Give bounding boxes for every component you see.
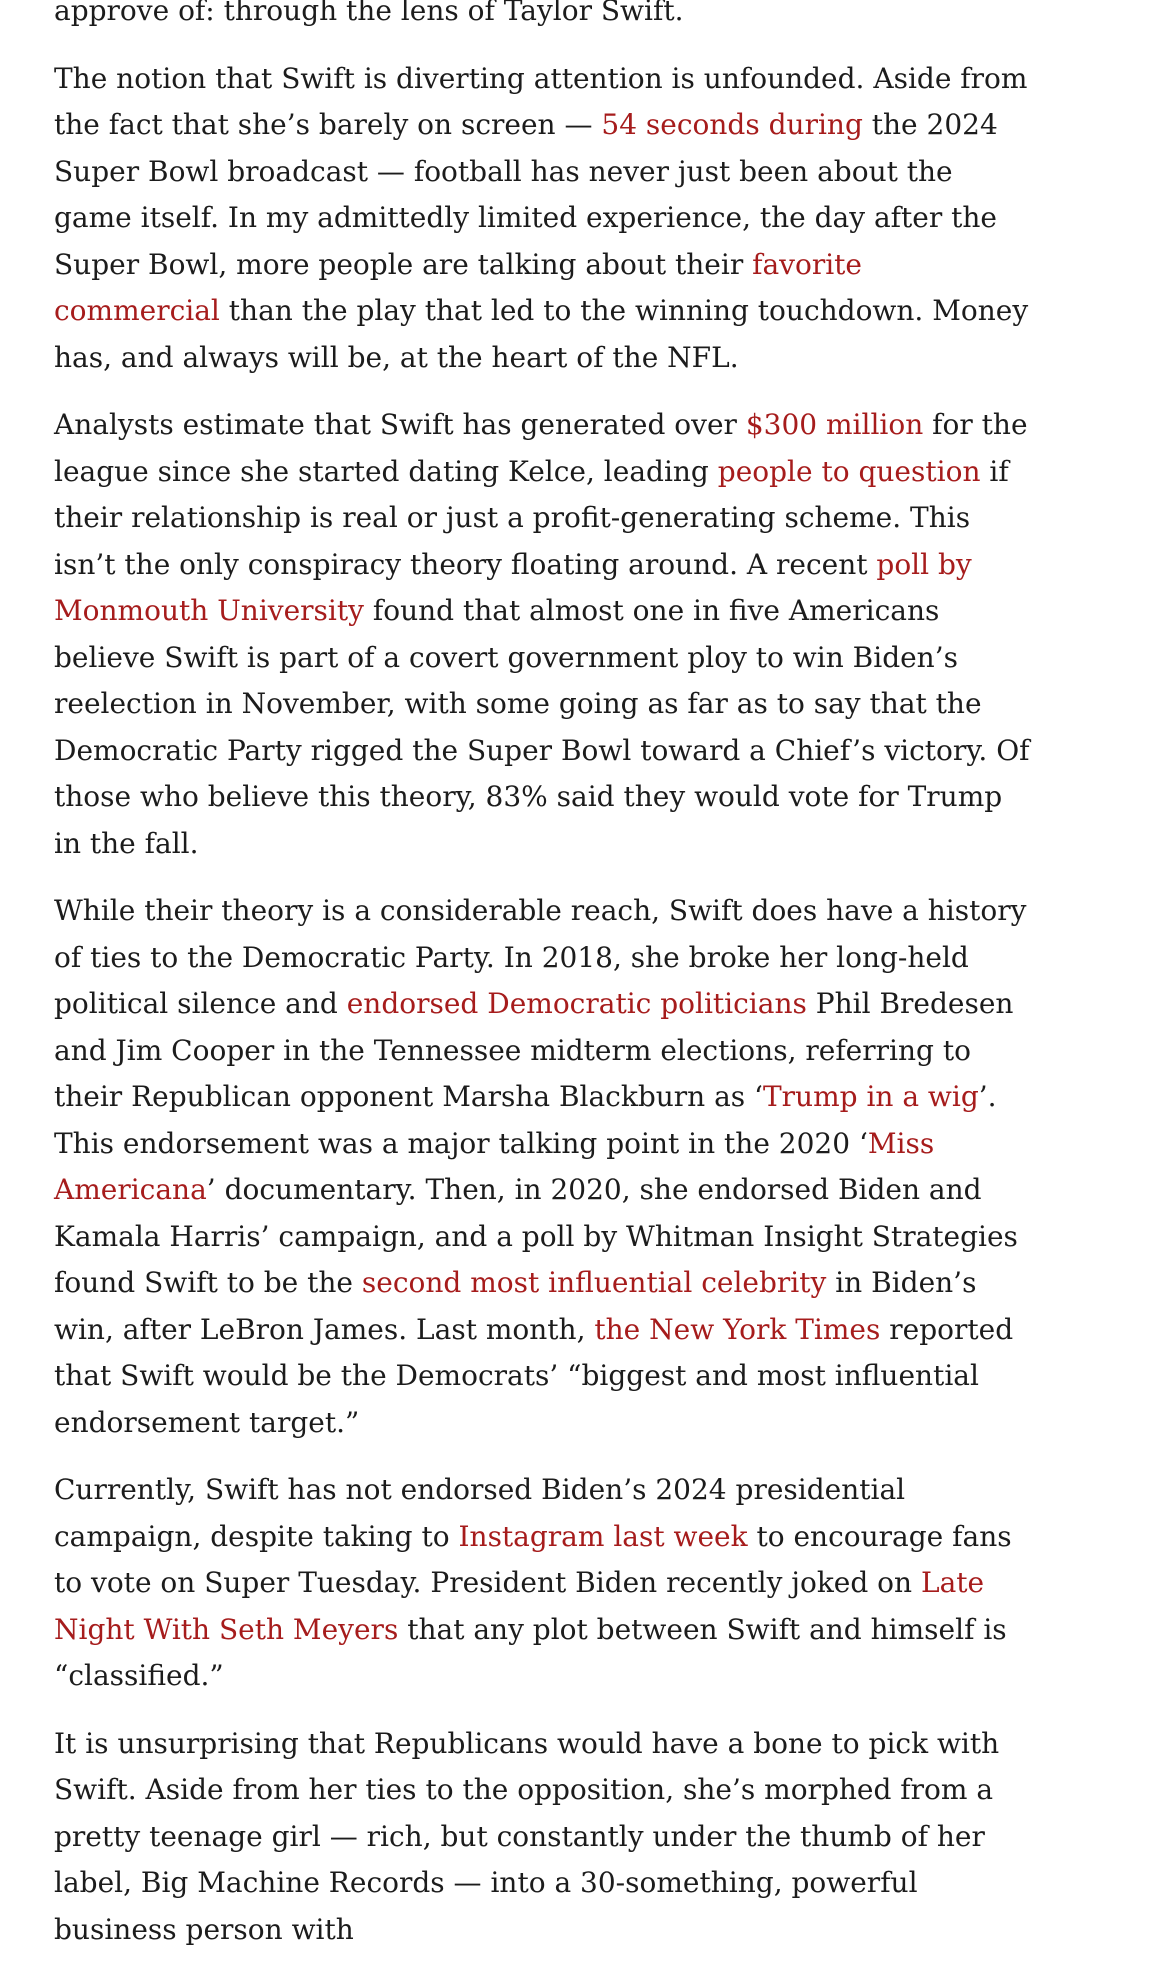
paragraph [54, 888, 1034, 1446]
paragraph [54, 0, 1034, 35]
link-trump-in-a-wig[interactable]: Trump in a wig [762, 1080, 979, 1113]
link-people-to-question[interactable]: people to question [717, 454, 981, 488]
link-instagram-last-week[interactable]: Instagram last week [458, 1519, 748, 1553]
paragraph-text: Currently, Swift has not endorsed Biden’s 2024 presidential campaign, despite taking to [54, 1473, 906, 1553]
link-late-night-seth-meyers[interactable]: Late Night With Seth Meyers [54, 1566, 985, 1646]
link-300-million[interactable]: $300 million [745, 408, 924, 441]
paragraph-text: Analysts estimate that Swift has generated over [54, 408, 746, 441]
paragraph-text: for the league since she started dating Kelce, leading [54, 408, 1028, 488]
paragraph [54, 1467, 1034, 1700]
paragraph-text: to encourage fans to vote on Super Tuesday. President Biden recently joked on [54, 1519, 1012, 1599]
link-second-most-influential-celebrity[interactable]: second most influential celebrity [361, 1266, 827, 1299]
article-body [54, 0, 1034, 1974]
paragraph-text: found that almost one in five Americans believe Swift is part of a covert government ploy to win Biden’s reelection in November, with some going as far as to say that the Democratic Party rigged the Super Bowl toward a Chief’s victory. Of those who believe this theory, 83% said they would vote for Trump in the fall. [54, 594, 1030, 860]
paragraph-text: While their theory is a considerable reach, Swift does have a history of ties to the Democratic Party. In 2018, she broke her long-held political silence and [54, 894, 1027, 1020]
paragraph-text: if their relationship is real or just a profit-generating scheme. This isn’t the only conspiracy theory floating around. A recent [54, 454, 1009, 581]
paragraph-text: than the play that led to the winning touchdown. Money has, and always will be, at the heart of the NFL. [54, 294, 1029, 374]
paragraph [54, 56, 1034, 382]
link-monmouth-poll[interactable]: poll by Monmouth University [54, 547, 972, 627]
link-miss-americana[interactable]: Miss Americana [54, 1126, 935, 1206]
paragraph-text: ’. This endorsement was a major talking point in the 2020 ‘ [54, 1080, 997, 1160]
paragraph-text: that any plot between Swift and himself is “classified.” [54, 1612, 1007, 1692]
paragraph-text: the 2024 Super Bowl broadcast — football has never just been about the game itself. In my admittedly limited experience, the day after the Super Bowl, more people are talking about their [54, 108, 998, 281]
paragraph-text: ’ documentary. Then, in 2020, she endorsed Biden and Kamala Harris’ campaign, and a poll by Whitman Insight Strategies found Swift to be the [54, 1173, 1018, 1299]
link-favorite-commercial[interactable]: favorite commercial [54, 247, 863, 327]
paragraph-text: approve of: through the lens of Taylor Swift. [54, 0, 684, 27]
link-new-york-times[interactable]: the New York Times [594, 1312, 881, 1346]
paragraph-text: reported that Swift would be the Democrats’ “biggest and most influential endorsement target.” [54, 1312, 1014, 1439]
paragraph-text: Phil Bredesen and Jim Cooper in the Tennessee midterm elections, referring to their Republican opponent Marsha Blackburn as ‘ [54, 987, 1014, 1113]
link-54-seconds[interactable]: 54 seconds during [601, 108, 863, 141]
paragraph [54, 402, 1034, 867]
paragraph-text: It is unsurprising that Republicans would have a bone to pick with Swift. Aside from her ties to the opposition, she’s morphed from a pretty teenage girl — rich, but constantly under the thumb of her label, Big Machine Records — into a 30-something, powerful business person with [54, 1726, 1000, 1946]
link-endorsed-democratic-politicians[interactable]: endorsed Democratic politicians [346, 987, 807, 1020]
paragraph-text: The notion that Swift is diverting attention is unfounded. Aside from the fact that she’s barely on screen — [54, 61, 1028, 141]
paragraph [54, 1721, 1034, 1954]
paragraph-text: in Biden’s win, after LeBron James. Last month, [54, 1266, 977, 1346]
